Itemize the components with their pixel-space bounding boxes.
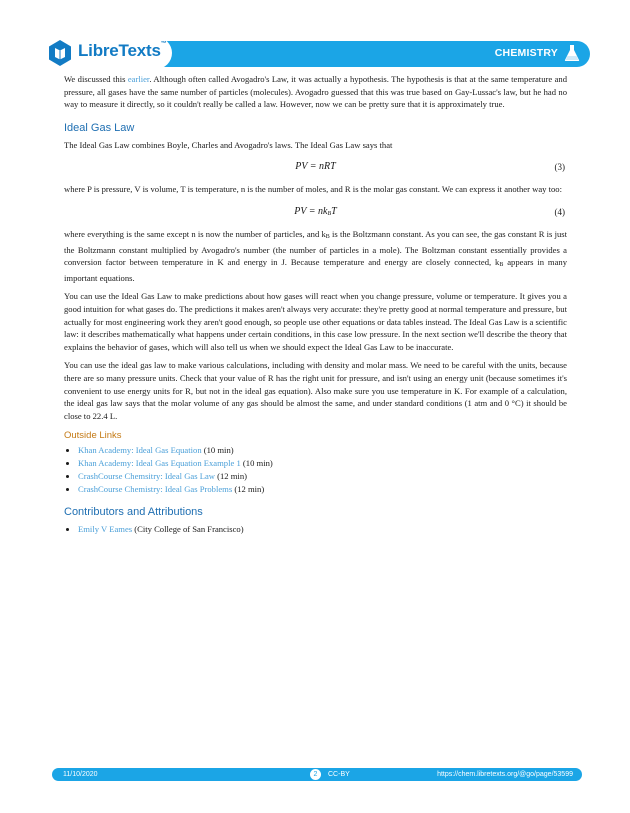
page-footer bbox=[52, 768, 582, 781]
equation-4 bbox=[64, 202, 567, 224]
paragraph-predictions: You can use the Ideal Gas Law to make predictions about how gases will react when you change pressure, volume or temperature. It gives you a good intuition for what gases do. The predictions it makes aren't always very accurate: they're pretty good at normal temperature and pressure, but actually for most engineering work they aren't good enough, so people use other equations or data tables instead. The Ideal Gas Law is a scientific law: it describes mathematically what happens under certain conditions, in this case low pressure. In the next section we'll describe the theory that explains the behavior of gases, which will also tell us when we should expect the Ideal Gas Law to be inaccurate. bbox=[64, 291, 567, 352]
flask-icon bbox=[564, 44, 580, 62]
logo-text: LibreTexts™ bbox=[78, 41, 167, 60]
equation-3 bbox=[64, 157, 567, 179]
libretexts-logo-icon bbox=[46, 39, 74, 67]
heading-ideal-gas-law: Ideal Gas Law bbox=[64, 121, 135, 134]
earlier-link[interactable]: earlier bbox=[127, 74, 150, 84]
equation-4-body: PV = $nk_BT$ bbox=[294, 205, 337, 217]
paragraph-boltzmann: where everything is the same except n is now the number of particles, and $k_B$ is the Boltzmann constant. As you can see, the gas constant R is just the Boltzmann constant multiplied by Avogadro's number (the number of particles in a mole). The Boltzman constant essentially provides a conversion factor between temperature in K and energy in J. Because temperature and energy are closely connected, $k_B$ appears in many important equations. bbox=[64, 228, 567, 283]
license-label: CC-BY bbox=[328, 771, 350, 778]
paragraph-variables: where P is pressure, V is volume, T is temperature, n is the number of moles, and R is the molar gas constant. We can express it another way too: bbox=[64, 184, 562, 195]
paragraph-calculations: You can use the ideal gas law to make various calculations, including with density and molar mass. We need to be careful with the units, because there are so many pressure units. Check that your value of R has the right unit for pressure, and isn't using an energy unit (because sometimes it's convenient to use energy units for R, but not in the ideal gas equation). Also make sure you use temperature in K. For example of a calculation, the ideal gas law says that the molar volume of any gas should be almost the same, and under standard conditions (1 atm and 0 °C) it should be close to 22.4 L. bbox=[64, 360, 567, 421]
page-number: 2 bbox=[310, 769, 321, 780]
list-item: • Khan Academy: Ideal Gas Equation (10 min) bbox=[78, 444, 567, 457]
list-item: • CrashCourse Chemsitry: Ideal Gas Law (12 min) bbox=[78, 470, 567, 483]
list-item: • Emily V Eames (City College of San Francisco) bbox=[78, 523, 567, 536]
outside-links-list bbox=[64, 444, 567, 495]
link-crashcourse-ideal-gas-problems[interactable]: CrashCourse Chemistry: Ideal Gas Problems bbox=[78, 483, 233, 494]
equation-3-number: (3) bbox=[554, 162, 565, 173]
link-khan-ideal-gas-equation[interactable]: Khan Academy: Ideal Gas Equation bbox=[78, 445, 202, 456]
paragraph-avogadro: We discussed this earlier. Although often called Avogadro's Law, it was actually a hypothesis. The hypothesis is that at the same temperature and pressure, all gases have the same number of particles (molecules). Avogadro guessed that this was true based on Gay-Lussac's law, but he had no way to measure it directly, so it couldn't really be called a law. However, now we can be pretty sure that it is approximately true. bbox=[64, 74, 567, 110]
contributors-list bbox=[64, 523, 567, 536]
link-khan-ideal-gas-example[interactable]: Khan Academy: Ideal Gas Equation Example 1 bbox=[78, 458, 241, 469]
list-item: • Khan Academy: Ideal Gas Equation Example 1 (10 min) bbox=[78, 457, 567, 470]
list-item: • CrashCourse Chemistry: Ideal Gas Problems (12 min) bbox=[78, 483, 567, 496]
footer-date: 11/10/2020 bbox=[63, 771, 98, 778]
subject-label[interactable]: CHEMISTRY bbox=[494, 47, 558, 59]
paragraph-ideal-gas-intro: The Ideal Gas Law combines Boyle, Charles and Avogadro's laws. The Ideal Gas Law says that bbox=[64, 139, 393, 150]
equation-4-number: (4) bbox=[554, 206, 565, 217]
page-url-link[interactable]: https://chem.libretexts.org/@go/page/53599 bbox=[437, 771, 573, 778]
page-header bbox=[44, 37, 590, 69]
article-body bbox=[64, 73, 567, 536]
link-crashcourse-ideal-gas-law[interactable]: CrashCourse Chemsitry: Ideal Gas Law bbox=[78, 470, 215, 481]
heading-outside-links: Outside Links bbox=[64, 430, 122, 442]
contributor-link[interactable]: Emily V Eames bbox=[78, 524, 133, 535]
equation-3-body: PV = nRT bbox=[295, 161, 336, 173]
libretexts-logo[interactable] bbox=[44, 37, 172, 69]
heading-contributors: Contributors and Attributions bbox=[64, 506, 203, 519]
